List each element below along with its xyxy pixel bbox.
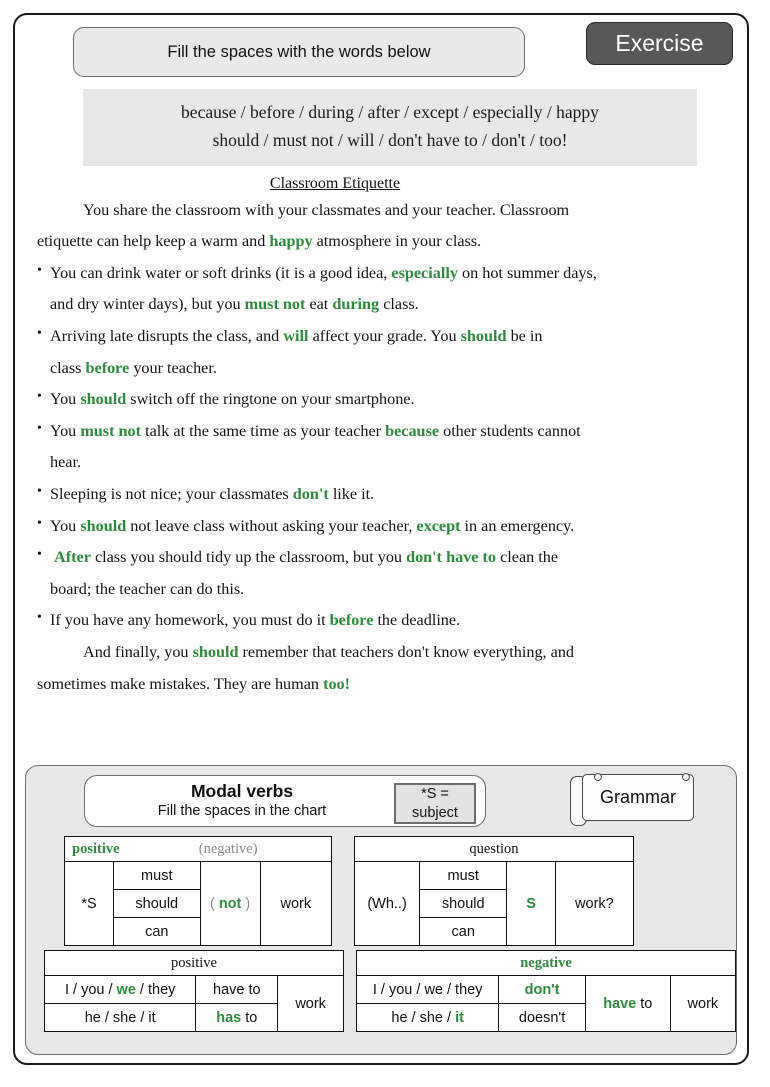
passage-paragraph-2-line-1 xyxy=(37,637,717,669)
answer-before: before xyxy=(329,611,374,630)
text: in an emergency. xyxy=(460,516,575,535)
question-table-header: question xyxy=(355,837,634,862)
text: Sleeping is not nice; your classmates xyxy=(50,485,293,504)
text: You can drink water or soft drinks (it is a good idea, xyxy=(50,263,392,282)
grammar-badge-label: Grammar xyxy=(600,787,676,807)
text: atmosphere in your class. xyxy=(312,232,482,251)
cell-wh: (Wh..) xyxy=(355,862,420,946)
answer-must-not: must not xyxy=(244,295,306,314)
cell-subjects-singular: he / she / it xyxy=(45,1004,196,1032)
cell-have-to: have to xyxy=(196,976,278,1004)
worksheet xyxy=(13,13,749,1065)
text: to xyxy=(241,1009,258,1026)
answer-subject-s: S xyxy=(507,862,555,946)
cell-modal-can: can xyxy=(420,918,507,946)
text: You xyxy=(50,421,81,440)
pin-icon-right xyxy=(682,773,690,781)
bullet-2-line-1 xyxy=(37,321,717,353)
answer-dont: don't xyxy=(292,485,329,504)
bullet-2-line-2 xyxy=(37,353,717,385)
header-negative: (negative) xyxy=(198,840,258,857)
grammar-title: Modal verbs xyxy=(190,781,294,801)
cell-has-to xyxy=(196,1004,278,1032)
cell-verb: work? xyxy=(555,862,633,946)
grammar-header xyxy=(26,766,736,828)
instruction-text: Fill the spaces with the words below xyxy=(167,42,431,61)
answer-during: during xyxy=(332,295,380,314)
bullet-4-line-1 xyxy=(37,416,717,448)
text: talk at the same time as your teacher xyxy=(141,421,386,440)
answer-should: should xyxy=(80,516,127,535)
cell-subjects-singular xyxy=(357,1004,499,1032)
bullet-3 xyxy=(37,384,717,416)
text: class you should tidy up the classroom, but you xyxy=(90,548,407,567)
cell-verb: work xyxy=(260,862,331,946)
bullet-7-line-1 xyxy=(37,542,717,574)
paren-close: ) xyxy=(241,895,251,912)
exercise-header xyxy=(15,15,747,87)
text: other students cannot xyxy=(439,421,581,440)
table-row xyxy=(357,951,736,976)
text: your teacher. xyxy=(129,358,217,377)
text: and dry winter days), but you xyxy=(50,295,245,314)
bullet-1-line-1 xyxy=(37,258,717,290)
subject-note-line-1: *S = xyxy=(421,786,449,803)
text: remember that teachers don't know everything, and xyxy=(238,643,575,661)
answer-before: before xyxy=(85,358,130,377)
exercise-badge xyxy=(586,22,733,65)
answer-because: because xyxy=(385,421,440,440)
subject-note-line-2: subject xyxy=(412,804,458,821)
modal-verbs-box xyxy=(84,775,486,827)
question-table xyxy=(354,836,634,946)
grammar-badge xyxy=(570,774,692,819)
modal-table-header xyxy=(65,837,332,862)
answer-too: too! xyxy=(323,674,351,693)
text: Arriving late disrupts the class, and xyxy=(50,327,284,346)
cell-modal-can: can xyxy=(113,918,200,946)
text: eat xyxy=(305,295,333,314)
text: You xyxy=(50,390,81,409)
modal-positive-table xyxy=(64,836,332,946)
grammar-subtitle: Fill the spaces in the chart xyxy=(157,803,327,819)
answer-we: we xyxy=(116,981,136,998)
bullet-4-line-2: hear. xyxy=(50,453,82,472)
cell-modal-must: must xyxy=(113,862,200,890)
answer-should: should xyxy=(460,327,507,346)
instruction-box xyxy=(73,27,525,77)
word-bank-line-1: because / before / during / after / except / especially / happy xyxy=(181,102,599,122)
text: And finally, you xyxy=(83,643,193,661)
answer-have: have xyxy=(603,995,637,1012)
passage-body xyxy=(37,195,717,701)
paren-open: ( xyxy=(209,895,219,912)
text: clean the xyxy=(496,548,559,567)
bullet-8 xyxy=(37,605,717,637)
text: switch off the ringtone on your smartphone. xyxy=(126,390,415,409)
text: If you have any homework, you must do it xyxy=(50,611,330,630)
text: to xyxy=(636,995,653,1012)
bullet-5 xyxy=(37,479,717,511)
negative-haveto-table xyxy=(356,950,736,1032)
cell-modal-must: must xyxy=(420,862,507,890)
answer-should: should xyxy=(192,643,239,661)
grammar-badge-paper xyxy=(582,774,694,821)
table-row xyxy=(65,862,332,890)
subject-note-box xyxy=(394,783,476,824)
cell-have-to xyxy=(585,976,670,1032)
answer-must-not: must not xyxy=(80,421,142,440)
text: etiquette can help keep a warm and xyxy=(37,232,270,251)
bullet-6 xyxy=(37,511,717,543)
exercise-badge-label: Exercise xyxy=(615,30,704,56)
passage-paragraph-1-line-2 xyxy=(37,226,717,258)
cell-subjects-plural xyxy=(45,976,196,1004)
bullet-1-line-2 xyxy=(37,289,717,321)
text: class. xyxy=(379,295,419,314)
text: like it. xyxy=(328,485,375,504)
text: not leave class without asking your teacher, xyxy=(126,516,417,535)
cell-subjects-plural: I / you / we / they xyxy=(357,976,499,1004)
text: on hot summer days, xyxy=(457,263,597,282)
table-row xyxy=(45,951,344,976)
text: he / she / xyxy=(391,1009,456,1026)
text: I / you / xyxy=(64,981,117,998)
word-bank-line-2: should / must not / will / don't have to / don't / too! xyxy=(212,130,568,151)
answer-especially: especially xyxy=(391,263,458,282)
positive-haveto-table xyxy=(44,950,344,1032)
cell-modal-should: should xyxy=(113,890,200,918)
answer-has: has xyxy=(216,1009,242,1026)
cell-doesnt: doesn't xyxy=(499,1004,585,1032)
cell-verb: work xyxy=(278,976,344,1032)
table-row xyxy=(355,862,634,890)
passage-title: Classroom Etiquette xyxy=(269,174,401,192)
pin-icon-left xyxy=(594,773,602,781)
table-row xyxy=(45,976,344,1004)
grammar-panel xyxy=(25,765,737,1055)
text: be in xyxy=(506,327,543,346)
answer-dont: don't xyxy=(499,976,585,1004)
passage-paragraph-1-line-1 xyxy=(37,195,717,227)
text: class xyxy=(50,358,86,377)
word-bank xyxy=(83,89,697,166)
text: You share the classroom with your classmates and your teacher. Classroom xyxy=(83,200,570,219)
answer-dont-have-to: don't have to xyxy=(406,548,497,567)
table-row xyxy=(357,976,736,1004)
positive-table-header: positive xyxy=(45,951,344,976)
passage-paragraph-2-line-2 xyxy=(37,669,717,701)
answer-will: will xyxy=(283,327,309,346)
cell-not xyxy=(200,862,260,946)
answer-happy: happy xyxy=(269,232,313,251)
text: affect your grade. You xyxy=(308,327,461,346)
table-row xyxy=(355,837,634,862)
answer-except: except xyxy=(416,516,461,535)
cell-subject: *S xyxy=(65,862,114,946)
cell-verb: work xyxy=(670,976,735,1032)
table-row xyxy=(65,837,332,862)
cell-modal-should: should xyxy=(420,890,507,918)
text: You xyxy=(50,516,81,535)
header-positive: positive xyxy=(72,840,120,857)
answer-it: it xyxy=(455,1009,464,1026)
text: / they xyxy=(135,981,176,998)
answer-not: not xyxy=(218,895,242,912)
answer-negative-header: negative xyxy=(357,951,736,976)
answer-should: should xyxy=(80,390,127,409)
text: sometimes make mistakes. They are human xyxy=(37,674,324,693)
answer-after: After xyxy=(54,548,91,567)
bullet-7-line-2: board; the teacher can do this. xyxy=(50,579,245,598)
text: the deadline. xyxy=(373,611,461,630)
